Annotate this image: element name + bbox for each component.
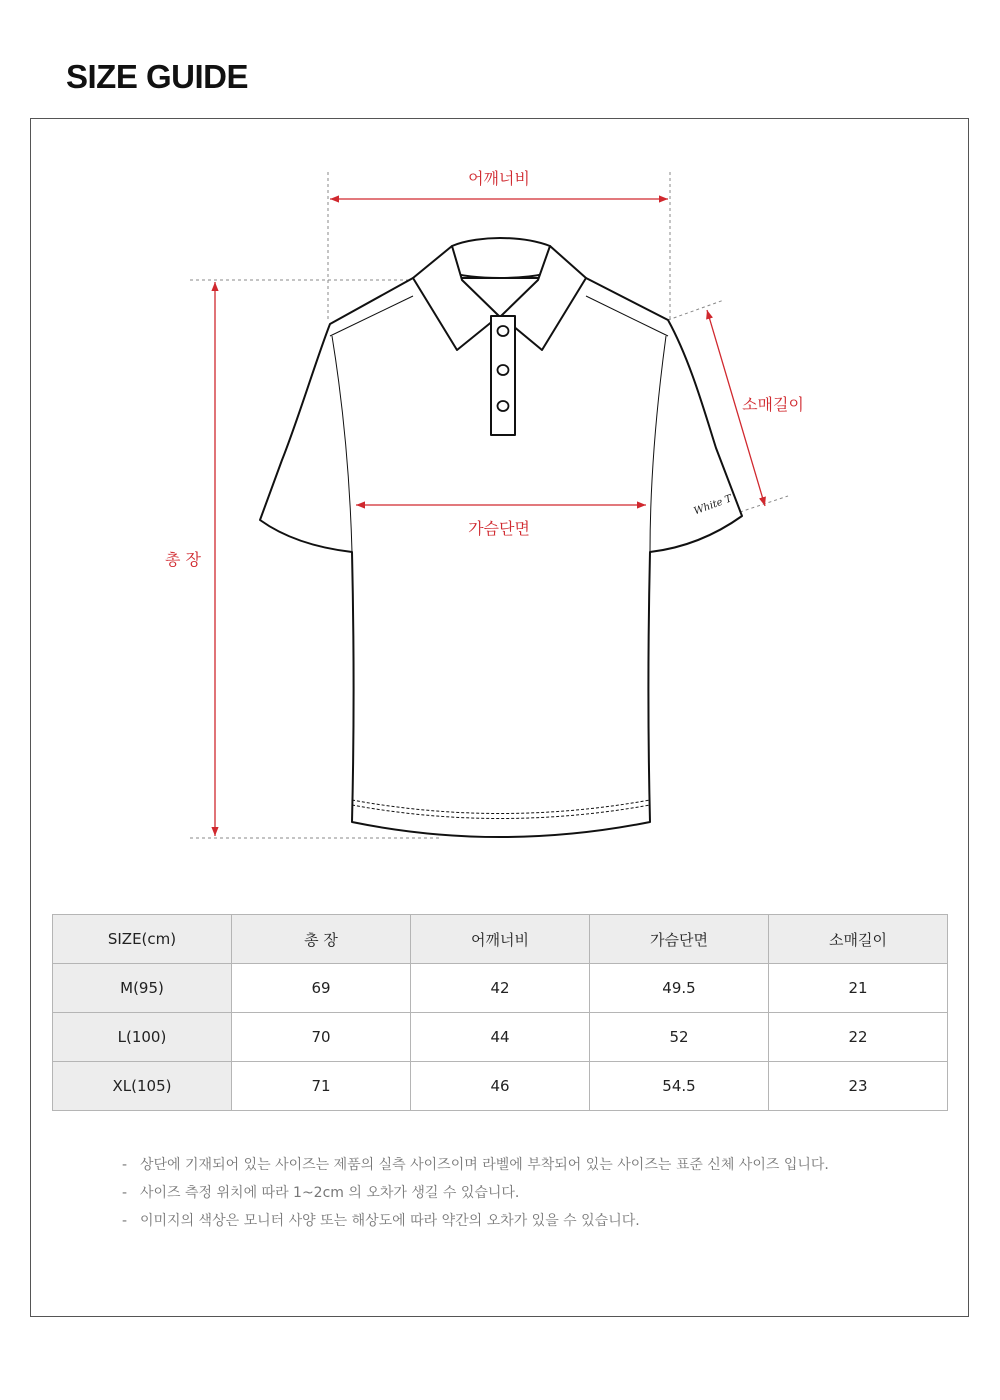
back-collar [450,238,550,278]
length-label: 총 장 [165,550,201,569]
button-2 [498,365,509,375]
table-cell: 54.5 [590,1062,769,1111]
table-cell: 42 [411,964,590,1013]
table-row [53,1013,948,1062]
note-item [122,1181,829,1209]
table-cell: 44 [411,1013,590,1062]
header-shoulder: 어깨너비 [411,915,590,964]
sleeve-script-logo: White T [692,493,734,518]
size-cell: M(95) [53,964,232,1013]
sleeve-guide-top [668,300,724,320]
note-bullet: - [122,1157,128,1173]
table-cell: 70 [232,1013,411,1062]
chest-label: 가슴단면 [468,519,530,538]
note-text: 이미지의 색상은 모니터 사양 또는 해상도에 따라 약간의 오차가 있을 수 있습니다. [140,1213,640,1229]
shoulder-label: 어깨너비 [468,169,530,188]
size-table [52,914,948,1111]
table-cell: 23 [769,1062,948,1111]
button-3 [498,401,509,411]
table-cell: 46 [411,1062,590,1111]
note-bullet: - [122,1213,128,1229]
note-text: 사이즈 측정 위치에 따라 1~2cm 의 오차가 생길 수 있습니다. [140,1185,520,1201]
note-bullet: - [122,1185,128,1201]
header-length: 총 장 [232,915,411,964]
table-cell: 52 [590,1013,769,1062]
size-cell: L(100) [53,1013,232,1062]
page-title: SIZE GUIDE [66,58,249,95]
notes-list [122,1153,829,1237]
table-cell: 22 [769,1013,948,1062]
table-row [53,964,948,1013]
note-item [122,1153,829,1181]
table-cell: 21 [769,964,948,1013]
table-cell: 71 [232,1062,411,1111]
table-cell: 49.5 [590,964,769,1013]
header-chest: 가슴단면 [590,915,769,964]
table-row [53,1062,948,1111]
note-text: 상단에 기재되어 있는 사이즈는 제품의 실측 사이즈이며 라벨에 부착되어 있는 사이즈는 표준 신체 사이즈 입니다. [140,1157,829,1173]
note-item [122,1209,829,1237]
button-1 [498,326,509,336]
sleeve-label: 소매길이 [742,395,804,414]
table-header-row [53,915,948,964]
table-cell: 69 [232,964,411,1013]
header-size: SIZE(cm) [53,915,232,964]
header-sleeve: 소매길이 [769,915,948,964]
size-cell: XL(105) [53,1062,232,1111]
